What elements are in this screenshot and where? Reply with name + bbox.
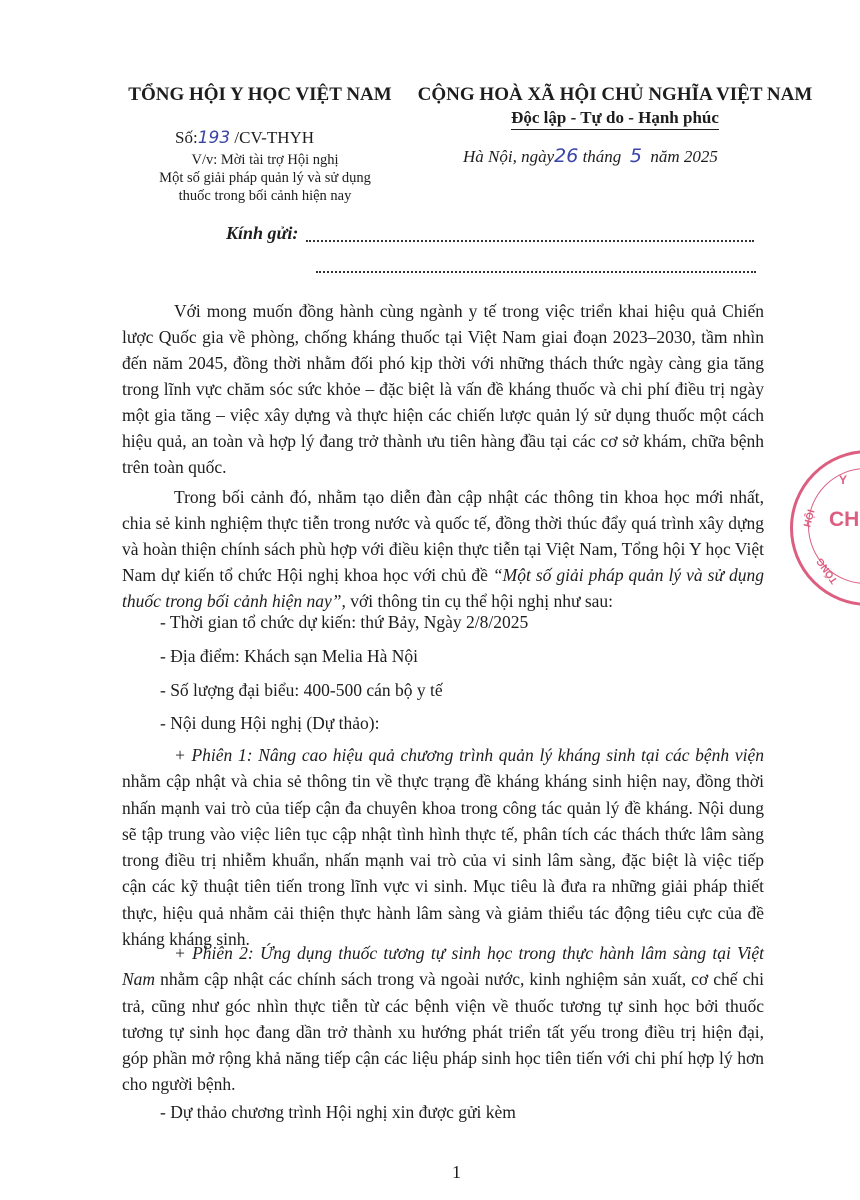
subject-line: Một số giải pháp quản lý và sử dụng: [159, 170, 371, 186]
paragraph-context: [122, 484, 764, 614]
session-1: [122, 742, 764, 952]
ref-number-handwritten: 193: [197, 128, 231, 148]
nation-title: CỘNG HOÀ XÃ HỘI CHỦ NGHĨA VIỆT NAM: [417, 84, 813, 105]
bullet-time: - Thời gian tổ chức dự kiến: thứ Bảy, Ngày 2/8/2025: [160, 612, 529, 632]
session-2-body: nhằm cập nhật các chính sách trong và ngoài nước, kinh nghiệm sản xuất, cơ chế chi trả, cũng như góc nhìn thực tiễn từ các bệnh viện về thuốc tương tự sinh học bởi thuốc tương tự sinh học đang dần trở thành xu hướng phát triển tất yếu trong điều trị hiện đại, góp phần mở rộng khả năng tiếp cận các liệu pháp sinh học tiên tiến với chi phí hợp lý hơn cho người bệnh.: [122, 969, 764, 1095]
bullet-program-attached: - Dự thảo chương trình Hội nghị xin được gửi kèm: [160, 1102, 516, 1122]
date-month-handwritten: 5: [629, 145, 642, 167]
subject-block: [130, 151, 400, 205]
date-day-handwritten: 26: [554, 145, 579, 167]
date-year: năm 2025: [650, 147, 718, 166]
seal-text-top: Y: [839, 473, 848, 487]
recipient-dotted-line: [306, 240, 754, 242]
issue-date: [463, 145, 718, 167]
national-motto: [410, 108, 820, 128]
bullet-venue: - Địa điểm: Khách sạn Melia Hà Nội: [160, 646, 419, 666]
seal-text-bottom: TỔNG: [814, 555, 841, 586]
bullet-agenda: - Nội dung Hội nghị (Dự thảo):: [160, 713, 380, 733]
organization-name: TỔNG HỘI Y HỌC VIỆT NAM: [128, 84, 392, 105]
ref-suffix: /CV-THYH: [234, 128, 315, 147]
session-1-body: nhằm cập nhật và chia sẻ thông tin về thực trạng đề kháng kháng sinh hiện nay, đồng thời nhấn mạnh vai trò của tiếp cận đa chuyên khoa trong công tác quản lý đề kháng. Nội dung sẽ tập trung vào việc liên tục cập nhật tình hình thực tế, phân tích các thách thức lâm sàng trong điều trị nhiễm khuẩn, nhấn mạnh vai trò của vi sinh lâm sàng, đặc biệt là việc tiếp cận các kỹ thuật tiên tiến trong lĩnh vực vi sinh. Mục tiêu là đưa ra những giải pháp thiết thực, hiệu quả nhằm cải thiện thực hành lâm sàng và giảm thiểu tác động tiêu cực của đề kháng kháng sinh.: [122, 771, 764, 950]
session-1-title: + Phiên 1: Nâng cao hiệu quả chương trình quản lý kháng sinh tại các bệnh viện: [174, 745, 764, 765]
subject-line: V/v: Mời tài trợ Hội nghị: [191, 152, 339, 168]
bullet-attendees: - Số lượng đại biểu: 400-500 cán bộ y tế: [160, 680, 443, 700]
date-place: Hà Nội, ngày: [463, 147, 555, 166]
page-number: 1: [452, 1162, 461, 1182]
date-month-label: tháng: [582, 147, 622, 166]
ref-prefix: Số:: [175, 128, 198, 147]
conference-theme: “Một số giải pháp quản lý và sử dụng thuốc trong bối cảnh hiện nay”,: [122, 565, 765, 611]
subject-line: thuốc trong bối cảnh hiện nay: [178, 188, 352, 204]
session-2-title: + Phiên 2: Ứng dụng thuốc tương tự sinh học trong thực hành lâm sàng tại Việt Nam: [122, 943, 764, 990]
recipient-dotted-line: [316, 271, 756, 273]
official-seal-stamp: [790, 450, 860, 606]
motto-text: Độc lập - Tự do - Hạnh phúc: [511, 108, 719, 130]
seal-text-left: HỘI: [802, 508, 818, 529]
reference-number: [175, 128, 314, 148]
paragraph-intro: Với mong muốn đồng hành cùng ngành y tế trong việc triển khai hiệu quả Chiến lược Quốc gia về phòng, chống kháng thuốc tại Việt Nam giai đoạn 2023–2030, tầm nhìn đến năm 2045, đồng thời nhằm đối phó kịp thời với những thách thức ngày càng gia tăng trong lĩnh vực chăm sóc sức khỏe – đặc biệt là vấn đề kháng thuốc và chi phí điều trị ngày một gia tăng – việc xây dựng và thực hiện các chiến lược quản lý sử dụng thuốc một cách hiệu quả, an toàn và hợp lý đang trở thành ưu tiên hàng đầu tại các cơ sở khám, chữa bệnh trên toàn quốc.: [122, 301, 764, 477]
session-2: [122, 940, 764, 1098]
recipient-label: Kính gửi:: [226, 223, 299, 243]
seal-text-center: CH: [829, 508, 860, 531]
paragraph-context-end: với thông tin cụ thể hội nghị như sau:: [350, 591, 614, 611]
paragraph-context-text: Trong bối cảnh đó, nhằm tạo diễn đàn cập nhật các thông tin khoa học mới nhất, chia sẻ kinh nghiệm thực tiễn trong nước và quốc tế, đồng thời thúc đẩy quá trình xây dựng và hoàn thiện chính sách phù hợp với điều kiện thực tiễn tại Việt Nam, Tổng hội Y học Việt Nam dự kiến tổ chức Hội nghị khoa học với chủ đề: [122, 487, 764, 585]
